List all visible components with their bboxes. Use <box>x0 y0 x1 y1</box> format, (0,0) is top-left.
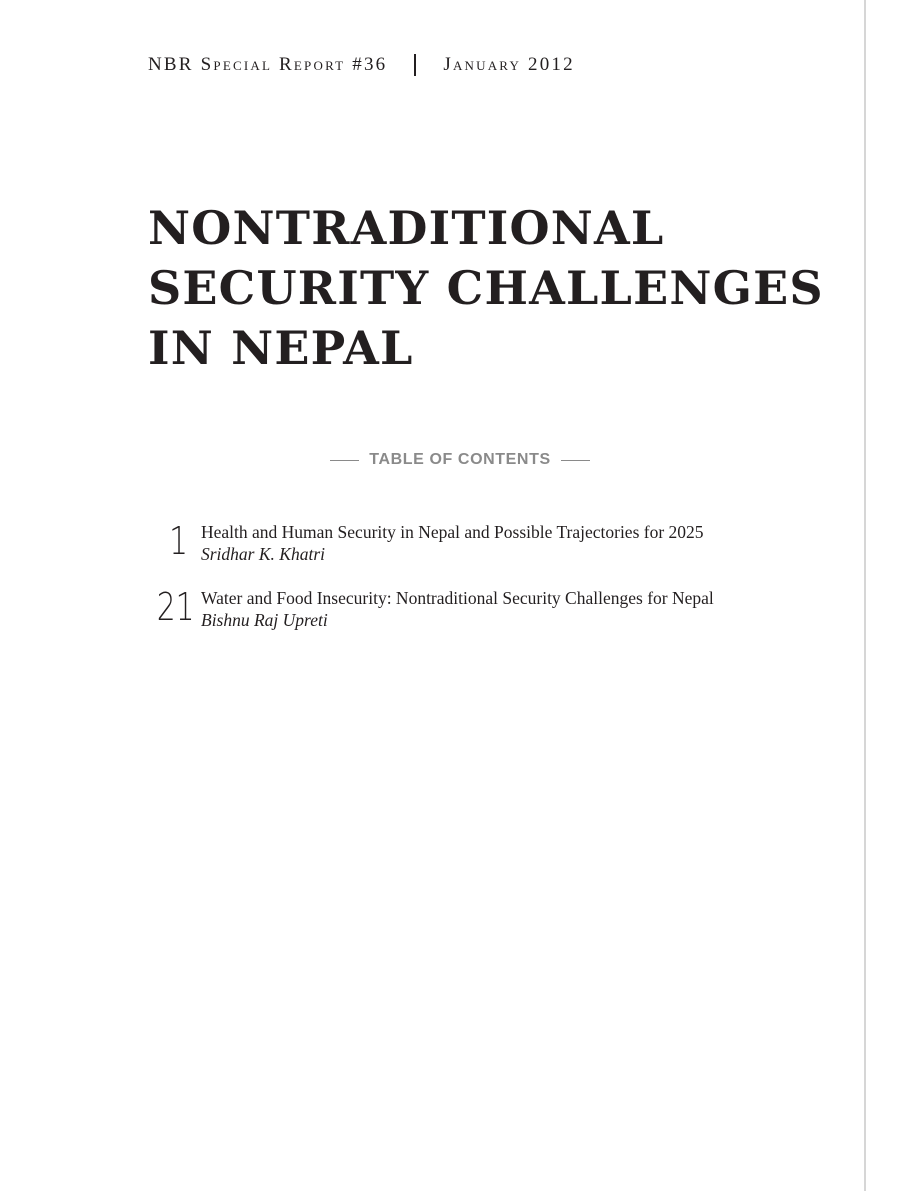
title-line: SECURITY CHALLENGES <box>148 261 824 315</box>
toc-list <box>148 518 788 650</box>
toc-entry-text <box>201 521 801 565</box>
report-date: January 2012 <box>443 54 575 75</box>
header-separator <box>414 54 416 76</box>
title-line: IN NEPAL <box>148 321 414 375</box>
toc-entry-title[interactable]: Water and Food Insecurity: Nontraditional Security Challenges for Nepal <box>201 588 714 608</box>
toc-entry-text <box>201 587 801 631</box>
toc-heading-rule-right <box>561 460 590 461</box>
toc-entry-author: Bishnu Raj Upreti <box>201 610 328 630</box>
toc-entry[interactable] <box>148 584 788 650</box>
page-title <box>148 198 848 378</box>
title-line: NONTRADITIONAL <box>148 201 665 255</box>
report-series: NBR Special Report #36 <box>148 54 388 75</box>
toc-heading-label: TABLE OF CONTENTS <box>369 451 551 468</box>
toc-page-number: 21 <box>156 585 195 629</box>
toc-heading <box>330 448 590 472</box>
toc-page-number: 1 <box>169 519 188 563</box>
toc-entry-author: Sridhar K. Khatri <box>201 544 325 564</box>
toc-entry[interactable] <box>148 518 788 584</box>
toc-entry-title[interactable]: Health and Human Security in Nepal and Possible Trajectories for 2025 <box>201 522 704 542</box>
page-edge-divider <box>864 0 866 1191</box>
toc-heading-rule-left <box>330 460 359 461</box>
report-header <box>148 50 575 80</box>
